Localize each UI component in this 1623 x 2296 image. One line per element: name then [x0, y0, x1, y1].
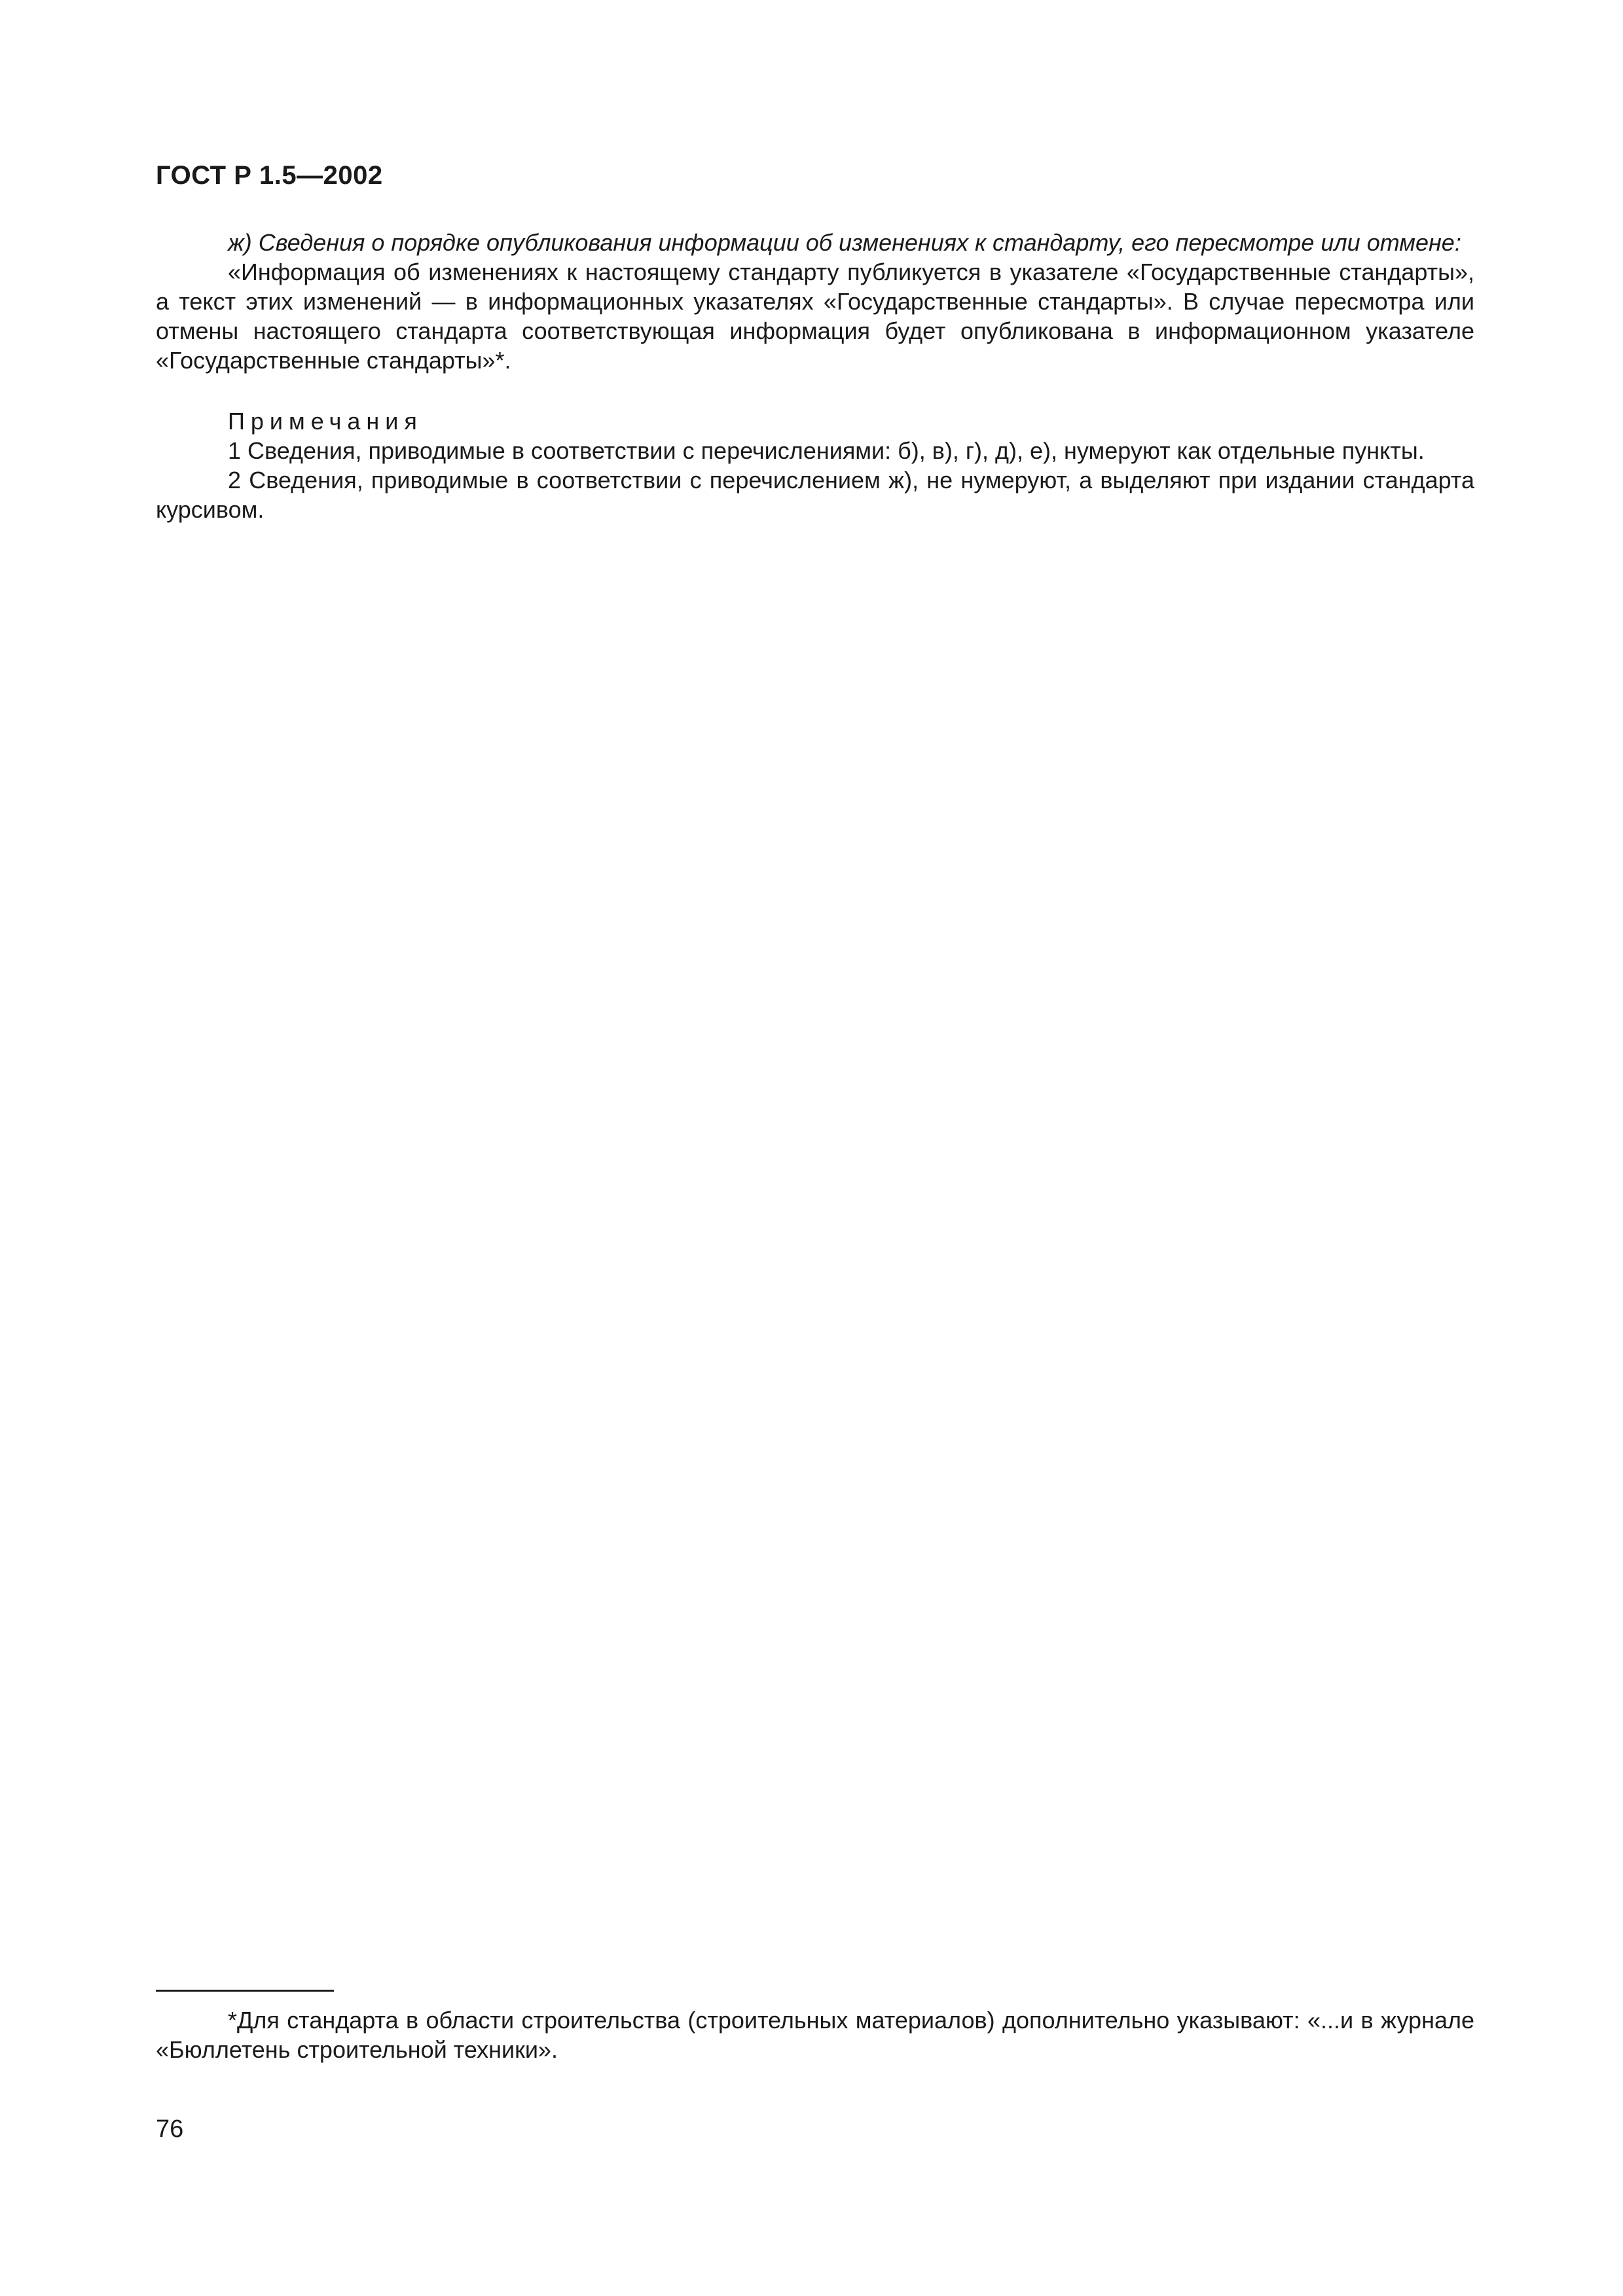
footnote-separator	[156, 1990, 334, 1992]
note-item: 1 Сведения, приводимые в соответствии с перечислениями: б), в), г), д), е), нумеруют как отдельные пункты.	[228, 437, 1425, 464]
note-item: 2 Сведения, приводимые в соответствии с перечислением ж), не нумеруют, а выделяют при издании стандарта курсивом.	[156, 467, 1474, 523]
page-content	[156, 228, 1474, 524]
footnote: *Для стандарта в области строительства (строительных материалов) дополнительно указывают: «...и в журнале «Бюллетень строительной техники».	[156, 2007, 1474, 2063]
document-header: ГОСТ Р 1.5—2002	[156, 161, 383, 190]
quote-paragraph: «Информация об изменениях к настоящему стандарту публикуется в указателе «Государственные стандарты», а текст этих изменений — в информационных указателях «Государственные стандарты». В случае пересмотра или отмены настоящего стандарта соответствующая информация будет опубликована в информационном указателе «Государственные стандарты»*.	[156, 259, 1474, 374]
notes-section	[156, 406, 1474, 524]
notes-title: Примечания	[228, 408, 423, 435]
page-number: 76	[156, 2115, 184, 2143]
item-heading: ж) Сведения о порядке опубликования информации об изменениях к стандарту, его пересмотре или отмене:	[228, 229, 1461, 256]
